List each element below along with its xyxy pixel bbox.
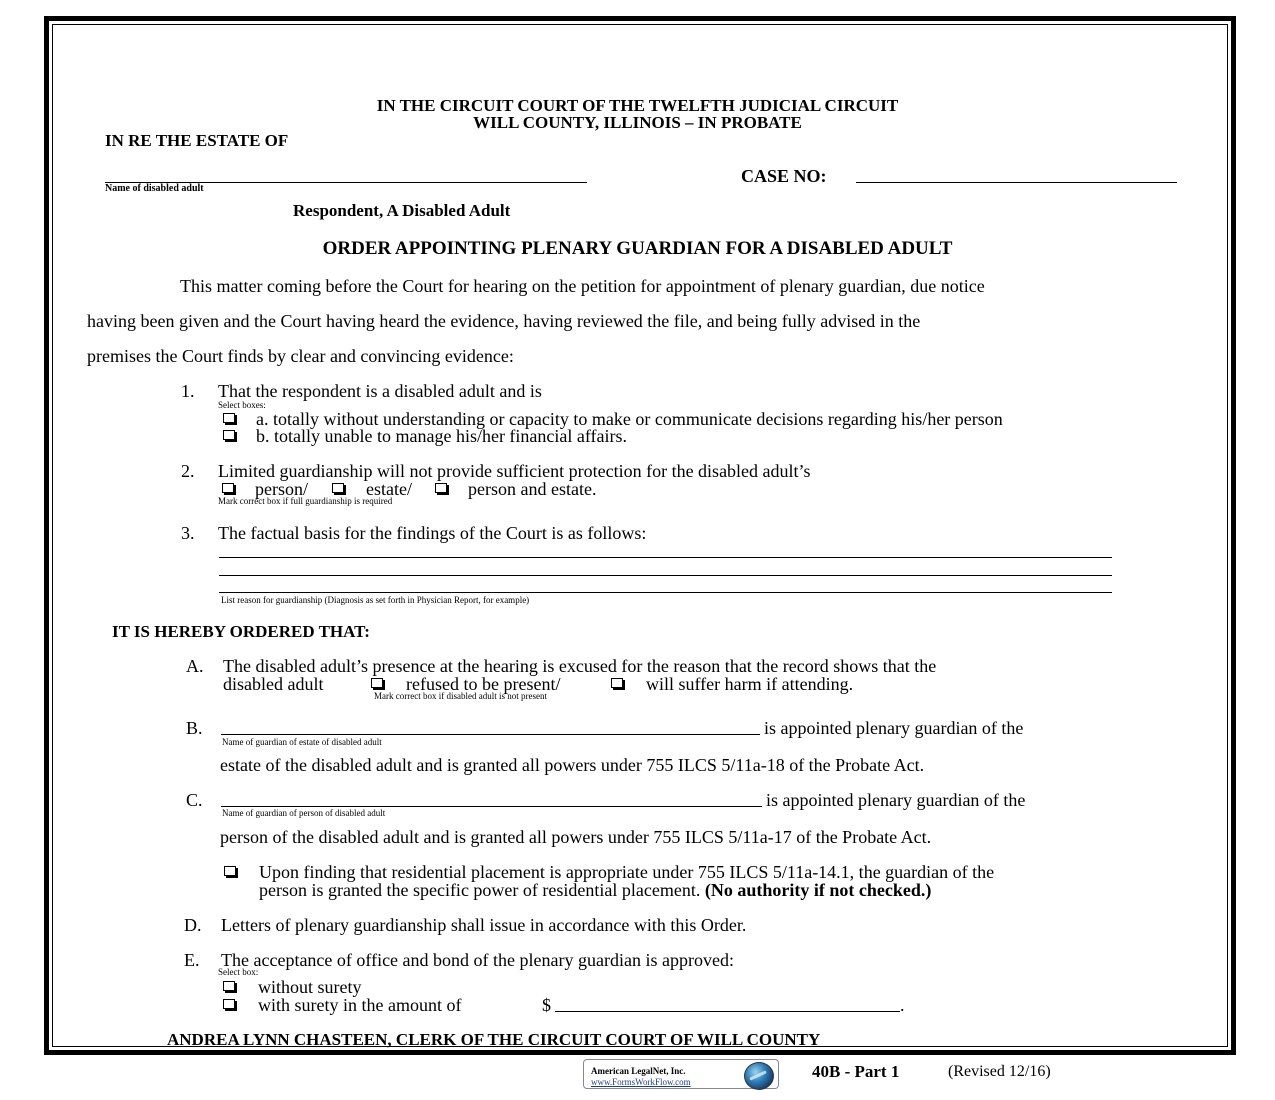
checkbox-residential-placement[interactable] bbox=[224, 866, 236, 876]
order-title: ORDER APPOINTING PLENARY GUARDIAN FOR A DISABLED ADULT bbox=[322, 238, 953, 259]
order-e-opt-without: without surety bbox=[258, 977, 362, 997]
order-b-caption: Name of guardian of estate of disabled adult bbox=[222, 737, 382, 747]
placement-no-authority: (No authority if not checked.) bbox=[704, 880, 932, 900]
finding-2-opt-both: person and estate. bbox=[468, 479, 597, 499]
finding-2-opt-estate: estate/ bbox=[366, 479, 412, 499]
revised-date: (Revised 12/16) bbox=[948, 1063, 1051, 1080]
placement-line1: Upon finding that residential placement is appropriate under 755 ILCS 5/11a-14.1, the guardian of the bbox=[259, 862, 995, 882]
ordered-heading: IT IS HEREBY ORDERED THAT: bbox=[112, 622, 370, 641]
order-d-text: Letters of plenary guardianship shall issue in accordance with this Order. bbox=[221, 915, 747, 935]
order-c-letter: C. bbox=[186, 790, 203, 810]
order-a-prefix: disabled adult bbox=[223, 674, 324, 694]
finding-1-number: 1. bbox=[181, 381, 195, 401]
order-b-line2: estate of the disabled adult and is granted all powers under 755 ILCS 5/11a-18 of the Probate Act. bbox=[220, 755, 925, 775]
finding-2-number: 2. bbox=[181, 461, 195, 481]
intro-line3: premises the Court finds by clear and convincing evidence: bbox=[87, 346, 514, 366]
order-a-letter: A. bbox=[186, 656, 204, 676]
in-re-label: IN RE THE ESTATE OF bbox=[105, 131, 289, 150]
form-id: 40B - Part 1 bbox=[812, 1062, 900, 1081]
factual-basis-line-2[interactable] bbox=[219, 575, 1112, 576]
order-a-opt-harm: will suffer harm if attending. bbox=[646, 674, 854, 694]
finding-2-caption: Mark correct box if full guardianship is required bbox=[218, 496, 393, 506]
publisher-url[interactable]: www.FormsWorkFlow.com bbox=[591, 1077, 691, 1087]
finding-1-select-caption: Select boxes: bbox=[218, 400, 266, 410]
finding-1-text: That the respondent is a disabled adult and is bbox=[218, 381, 542, 401]
intro-line1: This matter coming before the Court for hearing on the petition for appointment of plenary guardian, due notice bbox=[180, 276, 985, 296]
order-c-suffix: is appointed plenary guardian of the bbox=[766, 790, 1026, 810]
court-heading-line2: WILL COUNTY, ILLINOIS – IN PROBATE bbox=[473, 113, 802, 132]
checkbox-refused-present[interactable] bbox=[371, 678, 383, 688]
checkbox-person-and-estate[interactable] bbox=[435, 483, 447, 493]
order-b-suffix: is appointed plenary guardian of the bbox=[764, 718, 1024, 738]
factual-basis-line-1[interactable] bbox=[219, 557, 1112, 558]
clerk-name: ANDREA LYNN CHASTEEN, CLERK OF THE CIRCUIT COURT OF WILL COUNTY bbox=[167, 1030, 821, 1049]
order-c-line2: person of the disabled adult and is granted all powers under 755 ILCS 5/11a-17 of the Probate Act. bbox=[220, 827, 932, 847]
name-caption: Name of disabled adult bbox=[105, 183, 204, 194]
order-e-opt-with: with surety in the amount of bbox=[258, 995, 462, 1015]
order-a-opt-refused: refused to be present/ bbox=[406, 674, 561, 694]
surety-amount-field[interactable] bbox=[555, 1011, 900, 1012]
order-a-caption: Mark correct box if disabled adult is not present bbox=[374, 691, 547, 701]
guardian-of-estate-name-field[interactable] bbox=[221, 734, 760, 735]
finding-3-caption: List reason for guardianship (Diagnosis as set forth in Physician Report, for example) bbox=[221, 595, 530, 605]
order-b-letter: B. bbox=[186, 718, 203, 738]
court-heading-line1: IN THE CIRCUIT COURT OF THE TWELFTH JUDICIAL CIRCUIT bbox=[376, 96, 899, 115]
intro-line2: having been given and the Court having heard the evidence, having reviewed the file, and being fully advised in the bbox=[87, 311, 921, 331]
publisher-name: American LegalNet, Inc. bbox=[591, 1066, 686, 1076]
order-d-letter: D. bbox=[184, 915, 202, 935]
order-e-select-caption: Select box: bbox=[218, 967, 259, 977]
globe-logo-icon bbox=[744, 1062, 774, 1090]
checkbox-estate[interactable] bbox=[332, 483, 344, 493]
checkbox-unable-financial-affairs[interactable] bbox=[223, 430, 235, 440]
finding-3-number: 3. bbox=[181, 523, 195, 543]
finding-1-option-a: a. totally without understanding or capacity to make or communicate decisions regarding his/her person bbox=[256, 409, 1003, 429]
finding-2-text: Limited guardianship will not provide sufficient protection for the disabled adult’s bbox=[218, 461, 811, 481]
order-e-letter: E. bbox=[184, 950, 200, 970]
factual-basis-line-3[interactable] bbox=[219, 592, 1112, 593]
checkbox-totally-without-understanding[interactable] bbox=[223, 413, 235, 423]
order-e-text: The acceptance of office and bond of the plenary guardian is approved: bbox=[221, 950, 734, 970]
case-no-label: CASE NO: bbox=[741, 166, 827, 186]
placement-line2 bbox=[259, 881, 931, 899]
case-no-field[interactable] bbox=[856, 182, 1177, 183]
guardian-of-person-name-field[interactable] bbox=[221, 806, 762, 807]
checkbox-person[interactable] bbox=[222, 483, 234, 493]
checkbox-suffer-harm[interactable] bbox=[611, 678, 623, 688]
placement-line2-text: person is granted the specific power of residential placement. bbox=[259, 880, 701, 900]
order-a-line1: The disabled adult’s presence at the hearing is excused for the reason that the record shows that the bbox=[223, 656, 937, 676]
finding-3-text: The factual basis for the findings of the Court is as follows: bbox=[218, 523, 647, 543]
checkbox-without-surety[interactable] bbox=[223, 981, 235, 991]
publisher-badge[interactable] bbox=[583, 1059, 779, 1089]
surety-dollar-sign: $ bbox=[542, 995, 551, 1015]
checkbox-with-surety[interactable] bbox=[223, 999, 235, 1009]
order-c-caption: Name of guardian of person of disabled adult bbox=[222, 808, 386, 818]
finding-1-option-b: b. totally unable to manage his/her financial affairs. bbox=[256, 426, 628, 446]
surety-period: . bbox=[900, 995, 905, 1015]
finding-2-opt-person: person/ bbox=[255, 479, 308, 499]
respondent-label: Respondent, A Disabled Adult bbox=[293, 201, 511, 220]
